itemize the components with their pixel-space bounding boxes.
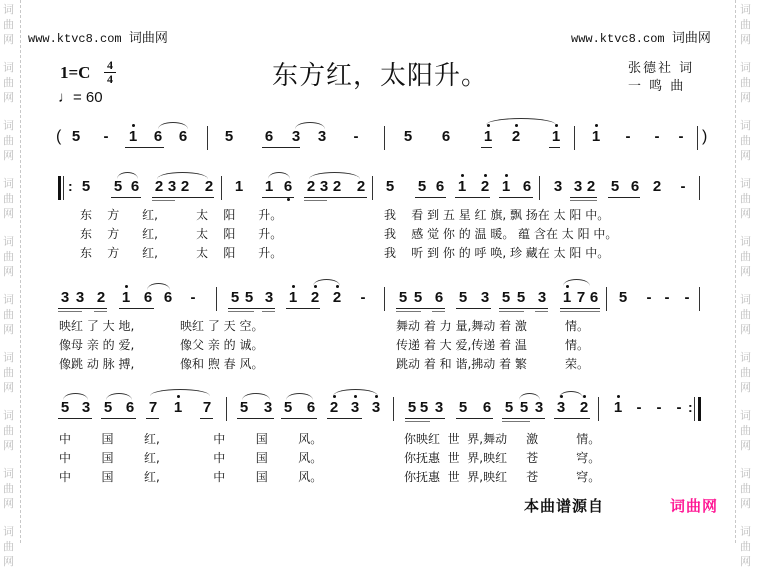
watermark-char: 曲 xyxy=(740,482,751,495)
underline-beam xyxy=(146,418,159,419)
note: 7 xyxy=(576,289,586,306)
lyricist: 张德社 词 xyxy=(628,61,695,76)
watermark-char: 网 xyxy=(3,439,14,452)
note: 1 xyxy=(234,178,244,195)
watermark-char: 网 xyxy=(740,555,751,568)
note: 3 xyxy=(264,289,274,306)
watermark-char: 网 xyxy=(3,91,14,104)
note: 1 xyxy=(264,178,274,195)
note: 6 xyxy=(441,128,451,145)
watermark-char: 词 xyxy=(3,409,14,422)
note: 5 xyxy=(385,178,395,195)
note: 6 xyxy=(482,399,492,416)
note: 6 xyxy=(153,128,163,145)
watermark-char: 网 xyxy=(740,207,751,220)
dash-note: - xyxy=(625,128,631,145)
watermark-char: 曲 xyxy=(740,308,751,321)
note: 6 xyxy=(522,178,532,195)
bar-line xyxy=(63,176,64,200)
watermark-char: 词 xyxy=(740,467,751,480)
note: 3 xyxy=(317,128,327,145)
watermark-char: 词 xyxy=(3,3,14,16)
bar-line xyxy=(226,397,227,421)
dash-note: - xyxy=(190,289,196,306)
underline-beam xyxy=(554,418,590,419)
note: 1 xyxy=(561,289,573,306)
watermark-char: 曲 xyxy=(3,308,14,321)
underline-beam xyxy=(237,418,274,419)
underline-beam-2 xyxy=(152,200,175,201)
watermark-char: 曲 xyxy=(3,482,14,495)
note: 5 xyxy=(519,399,529,416)
note: 2 xyxy=(356,178,366,195)
note: 6 xyxy=(434,289,444,306)
bar-line xyxy=(384,287,385,311)
dash-note: - xyxy=(636,399,642,416)
note: 3 xyxy=(263,399,273,416)
note: 1 xyxy=(287,289,299,306)
note: 3 xyxy=(534,399,544,416)
watermark-char: 网 xyxy=(3,207,14,220)
underline-beam xyxy=(281,418,317,419)
dash-note: - xyxy=(678,128,684,145)
song-title: 东方红，太阳升。 xyxy=(272,61,489,91)
note: 5 xyxy=(103,399,113,416)
watermark-char: 词 xyxy=(3,119,14,132)
underline-beam xyxy=(502,418,545,419)
underline-beam xyxy=(456,308,491,309)
note: 6 xyxy=(125,399,135,416)
time-signature: 4 4 xyxy=(104,60,116,85)
slur-arc xyxy=(117,172,138,179)
slur-arc xyxy=(286,393,313,400)
note: 6 xyxy=(163,289,173,306)
underline-beam xyxy=(481,147,492,148)
note: 1 xyxy=(456,178,468,195)
underline-beam xyxy=(570,197,597,198)
watermark-char: 曲 xyxy=(740,134,751,147)
watermark-char: 曲 xyxy=(3,366,14,379)
bar-line xyxy=(699,287,700,311)
watermark-char: 曲 xyxy=(3,76,14,89)
note: 6 xyxy=(435,178,445,195)
underline-beam xyxy=(262,147,300,148)
watermark-char: 词 xyxy=(3,235,14,248)
slur-arc xyxy=(106,393,132,400)
bar-line xyxy=(393,397,394,421)
note: 5 xyxy=(458,399,468,416)
bar-line xyxy=(606,287,607,311)
watermark-char: 词 xyxy=(3,467,14,480)
note: 5 xyxy=(501,289,511,306)
underline-beam xyxy=(228,308,275,309)
underline-beam-2 xyxy=(94,311,107,312)
watermark-char: 曲 xyxy=(740,424,751,437)
note: 5 xyxy=(239,399,249,416)
close-paren: ) xyxy=(702,128,708,145)
dash-note: - xyxy=(676,399,682,416)
dash-note: - xyxy=(353,128,359,145)
note: 5 xyxy=(230,289,240,306)
watermark-char: 曲 xyxy=(740,76,751,89)
underline-beam xyxy=(304,197,367,198)
note: 5 xyxy=(407,399,417,416)
note: 5 xyxy=(113,178,123,195)
note: 5 xyxy=(81,178,91,195)
note: 2 xyxy=(331,289,343,306)
note: 6 xyxy=(306,399,316,416)
watermark-char: 网 xyxy=(740,91,751,104)
watermark-char: 词 xyxy=(740,61,751,74)
slur-arc xyxy=(157,172,208,179)
slur-arc xyxy=(313,279,340,286)
note: 5 xyxy=(398,289,408,306)
underline-beam-2 xyxy=(535,311,548,312)
underline-beam xyxy=(119,308,154,309)
dash-note: - xyxy=(684,289,690,306)
note: 3 xyxy=(370,399,382,416)
score-line-1 xyxy=(0,178,757,208)
dash-note: - xyxy=(656,399,662,416)
note: 1 xyxy=(550,128,562,145)
note: 6 xyxy=(143,289,153,306)
note: 5 xyxy=(244,289,254,306)
note: 3 xyxy=(349,399,361,416)
note: 3 xyxy=(555,399,567,416)
slur-arc xyxy=(150,389,210,396)
note: 2 xyxy=(510,128,522,145)
note: 1 xyxy=(500,178,512,195)
note: 3 xyxy=(553,178,563,195)
note: 3 xyxy=(319,178,329,195)
underline-beam xyxy=(262,197,294,198)
underline-beam xyxy=(58,418,92,419)
note: 3 xyxy=(434,399,444,416)
watermark-char: 网 xyxy=(740,439,751,452)
underline-beam-2 xyxy=(396,311,421,312)
note: 2 xyxy=(96,289,106,306)
note: 6 xyxy=(589,289,599,306)
note: 5 xyxy=(516,289,526,306)
underline-beam xyxy=(286,308,320,309)
note: 5 xyxy=(71,128,81,145)
watermark-char: 词 xyxy=(740,3,751,16)
watermark-char: 网 xyxy=(3,381,14,394)
underline-beam xyxy=(456,418,493,419)
note: 6 xyxy=(282,178,294,195)
note: 6 xyxy=(130,178,140,195)
repeat-end-dots: : xyxy=(688,399,693,415)
watermark-char: 词 xyxy=(740,409,751,422)
bar-line xyxy=(207,126,208,150)
note: 3 xyxy=(537,289,547,306)
watermark-char: 词 xyxy=(740,177,751,190)
watermark-char: 网 xyxy=(3,323,14,336)
watermark-char: 曲 xyxy=(3,540,14,553)
source-label: 本曲谱源自 xyxy=(524,497,605,515)
watermark-char: 词 xyxy=(3,61,14,74)
underline-beam xyxy=(549,147,560,148)
slur-arc xyxy=(333,389,378,396)
bar-line xyxy=(697,126,698,150)
dash-note: - xyxy=(360,289,366,306)
note: 7 xyxy=(202,399,212,416)
watermark-char: 词 xyxy=(3,351,14,364)
tempo-marking: ♩= 60 xyxy=(58,89,103,106)
bar-line xyxy=(372,176,373,200)
note: 2 xyxy=(306,178,316,195)
watermark-char: 网 xyxy=(3,555,14,568)
source-brand-link[interactable]: 词曲网 xyxy=(670,497,719,515)
note: 5 xyxy=(403,128,413,145)
quarter-note-icon: ♩ xyxy=(58,89,73,106)
underline-beam xyxy=(455,197,490,198)
note: 2 xyxy=(180,178,190,195)
watermark-char: 网 xyxy=(3,497,14,510)
underline-beam-2 xyxy=(570,200,597,201)
note: 2 xyxy=(332,178,342,195)
dash-note: - xyxy=(664,289,670,306)
note: 2 xyxy=(154,178,164,195)
underline-beam xyxy=(405,418,445,419)
dash-note: - xyxy=(654,128,660,145)
note: 3 xyxy=(75,289,85,306)
watermark-char: 曲 xyxy=(740,250,751,263)
underline-beam-2 xyxy=(58,311,82,312)
note: 2 xyxy=(586,178,596,195)
underline-beam xyxy=(499,197,533,198)
watermark-char: 词 xyxy=(3,293,14,306)
note: 5 xyxy=(413,289,423,306)
slur-arc xyxy=(242,393,270,400)
score-line-3 xyxy=(0,399,757,429)
thick-bar-line xyxy=(698,397,701,421)
underline-beam-2 xyxy=(304,200,327,201)
note: 3 xyxy=(167,178,177,195)
watermark-char: 网 xyxy=(740,149,751,162)
note: 6 xyxy=(178,128,188,145)
note: 5 xyxy=(610,178,620,195)
slur-arc xyxy=(63,393,88,400)
intro-line xyxy=(0,128,757,158)
composer: 一 鸣 曲 xyxy=(628,79,686,94)
underline-beam-2 xyxy=(432,311,445,312)
watermark-char: 网 xyxy=(3,265,14,278)
watermark-char: 网 xyxy=(740,33,751,46)
note: 3 xyxy=(573,178,583,195)
bar-line xyxy=(699,176,700,200)
note: 2 xyxy=(578,399,590,416)
watermark-char: 网 xyxy=(740,381,751,394)
watermark-char: 曲 xyxy=(3,18,14,31)
watermark-char: 词 xyxy=(740,293,751,306)
slur-arc xyxy=(147,283,170,290)
note: 2 xyxy=(204,178,214,195)
slur-arc xyxy=(158,122,188,129)
note: 1 xyxy=(482,128,494,145)
watermark-char: 曲 xyxy=(3,192,14,205)
underline-beam-2 xyxy=(262,311,275,312)
bar-line xyxy=(598,397,599,421)
underline-beam xyxy=(58,308,107,309)
bar-line xyxy=(384,126,385,150)
note: 3 xyxy=(81,399,91,416)
watermark-char: 词 xyxy=(3,177,14,190)
underline-beam xyxy=(125,147,164,148)
watermark-char: 网 xyxy=(740,265,751,278)
watermark-char: 曲 xyxy=(740,366,751,379)
bar-line xyxy=(221,176,222,200)
underline-beam xyxy=(101,418,136,419)
note: 5 xyxy=(618,289,628,306)
watermark-char: 曲 xyxy=(3,424,14,437)
note: 1 xyxy=(172,399,184,416)
bar-line xyxy=(216,287,217,311)
credits xyxy=(628,60,694,96)
note: 5 xyxy=(504,399,514,416)
watermark-char: 曲 xyxy=(740,540,751,553)
note: 5 xyxy=(458,289,468,306)
slur-arc xyxy=(295,122,325,129)
open-paren: ( xyxy=(56,128,62,145)
note: 2 xyxy=(328,399,340,416)
dash-note: - xyxy=(680,178,686,195)
slur-arc xyxy=(559,391,583,398)
dash-note: - xyxy=(103,128,109,145)
watermark-char: 词 xyxy=(740,119,751,132)
watermark-char: 曲 xyxy=(740,18,751,31)
note: 3 xyxy=(291,128,301,145)
note: 1 xyxy=(127,128,139,145)
underline-beam xyxy=(327,418,362,419)
watermark-char: 曲 xyxy=(3,250,14,263)
watermark-char: 网 xyxy=(740,497,751,510)
watermark-char: 词 xyxy=(3,525,14,538)
watermark-char: 网 xyxy=(740,323,751,336)
underline-beam xyxy=(200,418,213,419)
note: 7 xyxy=(148,399,158,416)
note: 2 xyxy=(479,178,491,195)
underline-beam-2 xyxy=(405,421,430,422)
underline-beam xyxy=(396,308,445,309)
watermark-char: 曲 xyxy=(3,134,14,147)
slur-arc xyxy=(563,279,590,286)
dash-note: - xyxy=(646,289,652,306)
watermark-char: 词 xyxy=(740,235,751,248)
bar-line xyxy=(539,176,540,200)
note: 6 xyxy=(264,128,274,145)
underline-beam xyxy=(415,197,446,198)
repeat-start-dots: : xyxy=(68,178,73,194)
watermark-char: 网 xyxy=(3,33,14,46)
note: 1 xyxy=(612,399,624,416)
slur-arc xyxy=(486,118,556,125)
note: 1 xyxy=(590,128,602,145)
note: 5 xyxy=(419,399,429,416)
note: 3 xyxy=(480,289,490,306)
note: 3 xyxy=(60,289,70,306)
note: 1 xyxy=(120,289,132,306)
note: 2 xyxy=(309,289,321,306)
underline-beam xyxy=(111,197,141,198)
underline-beam xyxy=(152,197,214,198)
bar-line xyxy=(694,397,695,421)
slur-arc xyxy=(268,172,290,179)
note: 2 xyxy=(652,178,662,195)
underline-beam-2 xyxy=(502,421,530,422)
note: 5 xyxy=(224,128,234,145)
underline-beam-2 xyxy=(499,311,524,312)
watermark-char: 词 xyxy=(740,351,751,364)
underline-beam xyxy=(608,197,640,198)
thick-bar-line xyxy=(58,176,61,200)
bar-line xyxy=(574,126,575,150)
site-url-right[interactable]: www.ktvc8.com 词曲网 xyxy=(571,31,711,46)
score-line-2 xyxy=(0,289,757,319)
watermark-char: 曲 xyxy=(740,192,751,205)
note: 5 xyxy=(283,399,293,416)
watermark-char: 词 xyxy=(740,525,751,538)
slur-arc xyxy=(519,393,540,400)
underline-beam-2 xyxy=(560,311,600,312)
site-url-left[interactable]: www.ktvc8.com 词曲网 xyxy=(28,31,168,46)
underline-beam-2 xyxy=(228,311,254,312)
note: 5 xyxy=(417,178,427,195)
watermark-char: 网 xyxy=(3,149,14,162)
key-signature: 1=C xyxy=(60,63,91,82)
note: 6 xyxy=(630,178,640,195)
underline-beam xyxy=(499,308,548,309)
underline-beam xyxy=(560,308,600,309)
slur-arc xyxy=(309,172,360,179)
note: 5 xyxy=(60,399,70,416)
